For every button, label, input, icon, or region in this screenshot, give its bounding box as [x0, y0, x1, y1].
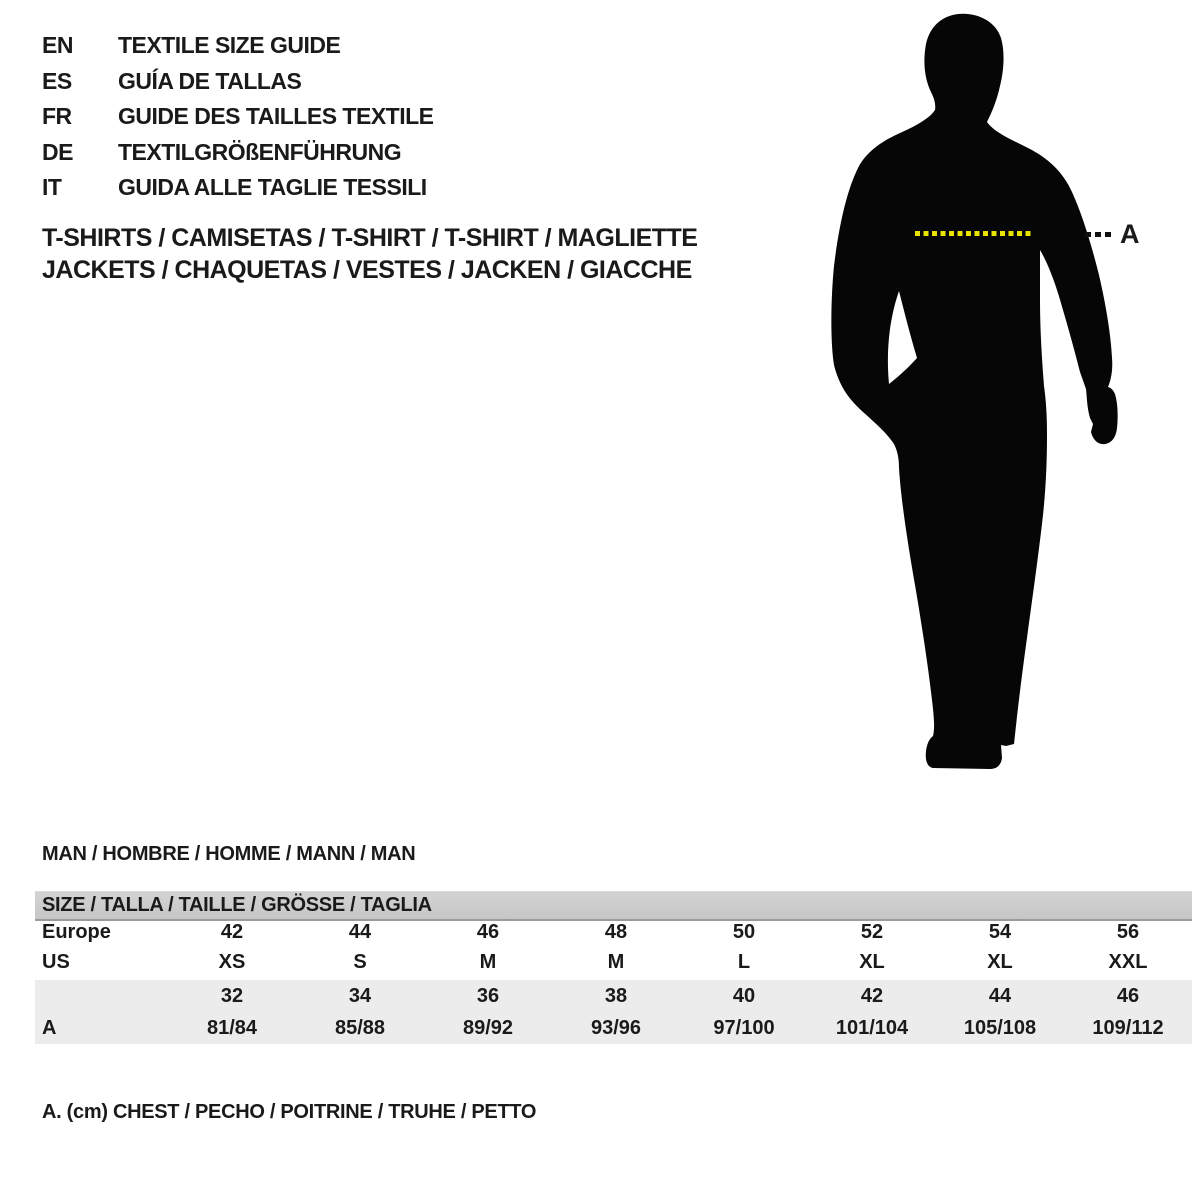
language-code: DE [42, 138, 73, 165]
language-label: GUIDA ALLE TAGLIE TESSILI [118, 174, 427, 201]
table-row [35, 921, 1192, 944]
language-label: TEXTILGRÖßENFÜHRUNG [118, 138, 402, 165]
table-cell: 44 [348, 921, 372, 943]
category-line: JACKETS / CHAQUETAS / VESTES / JACKEN / GIACCHE [42, 256, 692, 284]
table-cell: XS [218, 950, 246, 973]
table-cell: 38 [604, 984, 628, 1007]
table-cell: 105/108 [963, 1016, 1037, 1039]
table-cell: S [353, 950, 367, 973]
chest-measure-dotted-line [915, 231, 1032, 236]
table-cell: 109/112 [1092, 1016, 1164, 1039]
annotation-dash-line [1085, 232, 1114, 237]
size-table-header: SIZE / TALLA / TAILLE / GRÖSSE / TAGLIA [35, 891, 1192, 921]
table-cell: 54 [988, 921, 1012, 943]
table-cell: 81/84 [206, 1016, 258, 1039]
table-cell: 101/104 [835, 1016, 909, 1039]
size-table [35, 891, 1192, 1044]
table-cell: 44 [988, 984, 1012, 1007]
language-label: GUÍA DE TALLAS [118, 67, 302, 94]
table-row-label: A [42, 1016, 57, 1039]
table-row-label: Europe [42, 921, 111, 943]
table-cell: 93/96 [590, 1016, 642, 1039]
table-cell: L [737, 950, 751, 973]
table-cell: XL [987, 950, 1013, 973]
size-table-body [35, 921, 1192, 1044]
table-cell: 52 [860, 921, 884, 943]
language-code: EN [42, 32, 73, 59]
table-cell: 36 [476, 984, 500, 1007]
table-cell: 97/100 [713, 1016, 775, 1039]
language-label: GUIDE DES TAILLES TEXTILE [118, 103, 434, 130]
language-code: ES [42, 67, 72, 94]
table-cell: XL [859, 950, 885, 973]
table-cell: 46 [476, 921, 500, 943]
table-cell: 46 [1116, 984, 1140, 1007]
table-row-label: US [42, 950, 70, 973]
table-cell: 32 [220, 984, 244, 1007]
table-cell: 50 [732, 921, 756, 943]
table-cell: 40 [732, 984, 756, 1007]
table-cell: M [607, 950, 625, 973]
section-heading: MAN / HOMBRE / HOMME / MANN / MAN [42, 843, 416, 865]
table-cell: 42 [860, 984, 884, 1007]
language-label: TEXTILE SIZE GUIDE [118, 32, 341, 59]
language-code: FR [42, 103, 72, 130]
language-code: IT [42, 174, 62, 201]
table-cell: 85/88 [334, 1016, 386, 1039]
table-row [35, 980, 1192, 1012]
table-cell: 48 [604, 921, 628, 943]
table-cell: XXL [1108, 950, 1148, 973]
table-cell: 34 [348, 984, 372, 1007]
table-row [35, 944, 1192, 980]
table-cell: 42 [220, 921, 244, 943]
category-line: T-SHIRTS / CAMISETAS / T-SHIRT / T-SHIRT / MAGLIETTE [42, 224, 698, 252]
footnote-chest: A. (cm) CHEST / PECHO / POITRINE / TRUHE / PETTO [42, 1101, 537, 1123]
annotation-label-a: A [1120, 219, 1140, 249]
table-cell: M [479, 950, 497, 973]
table-cell: 89/92 [462, 1016, 514, 1039]
table-cell: 56 [1116, 921, 1140, 943]
table-row [35, 1012, 1192, 1044]
